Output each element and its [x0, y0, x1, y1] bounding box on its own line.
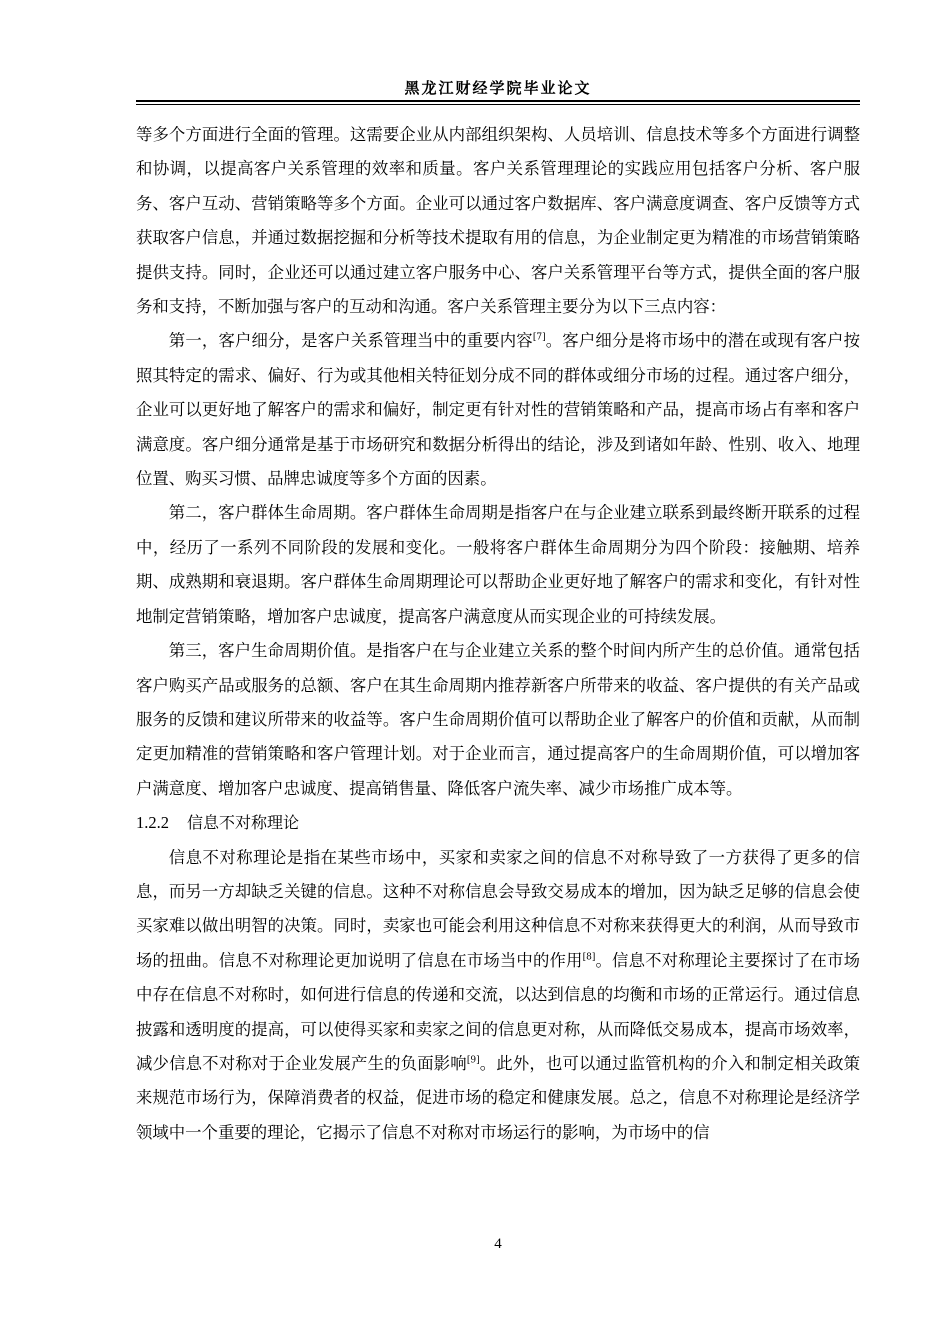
paragraph-continuation: 等多个方面进行全面的管理。这需要企业从内部组织架构、人员培训、信息技术等多个方面进行调整和协调，以提高客户关系管理的效率和质量。客户关系管理理论的实践应用包括客户分析、客户服务、客户互动、营销策略等多个方面。企业可以通过客户数据库、客户满意度调查、客户反馈等方式获取客户信息，并通过数据挖掘和分析等技术提取有用的信息，为企业制定更为精准的市场营销策略提供支持。同时，企业还可以通过建立客户服务中心、客户关系管理平台等方式，提供全面的客户服务和支持，不断加强与客户的互动和沟通。客户关系管理主要分为以下三点内容：	[136, 125, 860, 317]
paragraph-text: 信息不对称理论是指在某些市场中，买家和卖家之间的信息不对称导致了一方获得了更多的信息，而另一方却缺乏关键的信息。这种不对称信息会导致交易成本的增加，因为缺乏足够的信息会使买家难以做出明智的决策。同时，卖家也可能会利用这种信息不对称来获得更大的利润，从而导致市场的扭曲。信息不对称理论更加说明了信息在市场当中的作用	[136, 847, 860, 970]
paragraph-text: 。此外，也可以通过监管机构的介入和制定相关政策来规范市场行为，保障消费者的权益，促进市场的稳定和健康发展。总之，信息不对称理论是经济学领域中一个重要的理论，它揭示了信息不对称对市场运行的影响，为市场中的信	[136, 1053, 861, 1142]
page-body	[136, 118, 860, 1150]
section-heading	[136, 806, 860, 840]
paragraph-customer-lifetime-value: 第三，客户生命周期价值。是指客户在与企业建立关系的整个时间内所产生的总价值。通常包括客户购买产品或服务的总额、客户在其生命周期内推荐新客户所带来的收益、客户提供的有关产品或服务的反馈和建议所带来的收益等。客户生命周期价值可以帮助企业了解客户的价值和贡献，从而制定更加精准的营销策略和客户管理计划。对于企业而言，通过提高客户的生命周期价值，可以增加客户满意度、增加客户忠诚度、提高销售量、降低客户流失率、减少市场推广成本等。	[136, 641, 860, 798]
citation-ref: [7]	[532, 332, 546, 343]
header-rule-thin	[136, 104, 860, 105]
citation-ref: [8]	[582, 952, 596, 963]
header-rule-thick	[136, 100, 860, 102]
page-number: 4	[494, 1236, 502, 1252]
section-number: 1.2.2	[136, 813, 169, 833]
paragraph-customer-segmentation	[136, 324, 860, 496]
citation-ref: [9]	[466, 1055, 480, 1066]
document-header: 黑龙江财经学院毕业论文	[404, 79, 592, 97]
section-title: 信息不对称理论	[187, 813, 300, 833]
paragraph-text: 第一，客户细分，是客户关系管理当中的重要内容	[168, 331, 533, 351]
paragraph-customer-lifecycle: 第二，客户群体生命周期。客户群体生命周期是指客户在与企业建立联系到最终断开联系的过程中，经历了一系列不同阶段的发展和变化。一般将客户群体生命周期分为四个阶段：接触期、培养期、成熟期和衰退期。客户群体生命周期理论可以帮助企业更好地了解客户的需求和变化，有针对性地制定营销策略，增加客户忠诚度，提高客户满意度从而实现企业的可持续发展。	[136, 503, 860, 626]
paragraph-information-asymmetry	[136, 841, 860, 1151]
paragraph-text: 。信息不对称理论主要探讨了在市场中存在信息不对称时，如何进行信息的传递和交流，以达到信息的均衡和市场的正常运行。通过信息披露和透明度的提高，可以使得买家和卖家之间的信息更对称，从而降低交易成本，提高市场效率，减少信息不对称对于企业发展产生的负面影响	[136, 950, 861, 1073]
paragraph-text: 。客户细分是将市场中的潜在或现有客户按照其特定的需求、偏好、行为或其他相关特征划分成不同的群体或细分市场的过程。通过客户细分，企业可以更好地了解客户的需求和偏好，制定更有针对性的营销策略和产品，提高市场占有率和客户满意度。客户细分通常是基于市场研究和数据分析得出的结论，涉及到诸如年龄、性别、收入、地理位置、购买习惯、品牌忠诚度等多个方面的因素。	[136, 331, 860, 489]
